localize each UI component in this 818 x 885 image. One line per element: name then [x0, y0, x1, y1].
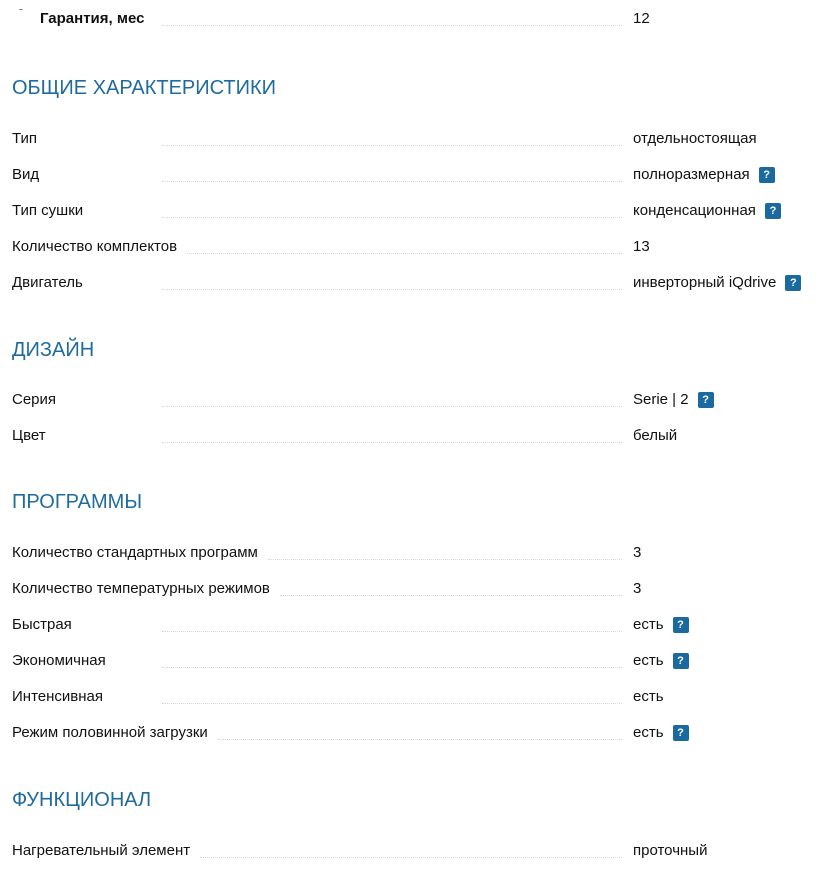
leader-dots [162, 442, 622, 443]
spec-label: Интенсивная [12, 688, 109, 706]
help-icon[interactable]: ? [673, 653, 689, 669]
spec-value: конденсационная ? [633, 202, 781, 220]
leader-dots [268, 559, 622, 560]
spec-label: Количество комплектов [12, 238, 183, 256]
spec-value: белый [633, 427, 678, 444]
section-title: ДИЗАЙН [12, 339, 95, 361]
spec-value: есть ? [633, 652, 689, 670]
leader-dots [162, 289, 622, 290]
leader-dots [162, 145, 622, 146]
spec-row [12, 270, 810, 296]
spec-value: 3 [633, 580, 642, 597]
spec-label: Нагревательный элемент [12, 842, 196, 860]
spec-row [12, 648, 810, 674]
spec-row [12, 198, 810, 224]
spec-row [12, 838, 810, 864]
spec-label: Двигатель [12, 274, 89, 292]
help-icon[interactable]: ? [673, 725, 689, 741]
spec-row [12, 162, 810, 188]
leader-dots [162, 181, 622, 182]
leader-dots [280, 595, 622, 596]
spec-value: проточный [633, 842, 708, 859]
help-icon[interactable]: ? [765, 203, 781, 219]
spec-label: Количество температурных режимов [12, 580, 276, 598]
leader-dots [218, 739, 622, 740]
leader-dots [162, 25, 622, 26]
section-title: ПРОГРАММЫ [12, 491, 143, 513]
spec-value: инверторный iQdrive ? [633, 274, 801, 292]
spec-value: есть ? [633, 724, 689, 742]
spec-label: Цвет [12, 427, 52, 445]
spec-value: 3 [633, 544, 642, 561]
spec-row [12, 720, 810, 746]
leader-dots [200, 857, 622, 858]
spec-label: Количество стандартных программ [12, 544, 264, 562]
spec-value: 13 [633, 238, 650, 255]
section-title: ФУНКЦИОНАЛ [12, 789, 152, 811]
spec-label: Тип сушки [12, 202, 89, 220]
spec-row [12, 540, 810, 566]
spec-row [12, 126, 810, 152]
leader-dots [162, 667, 622, 668]
leader-dots [162, 406, 622, 407]
spec-row [12, 234, 810, 260]
leader-dots [162, 631, 622, 632]
spec-label: Серия [12, 391, 62, 409]
spec-value: отдельностоящая [633, 130, 757, 147]
help-icon[interactable]: ? [673, 617, 689, 633]
help-icon[interactable]: ? [785, 275, 801, 291]
spec-row [12, 612, 810, 638]
spec-value: полноразмерная ? [633, 166, 775, 184]
spec-value: есть ? [633, 616, 689, 634]
warranty-label: Гарантия, мес [12, 10, 150, 28]
leader-dots [162, 703, 622, 704]
help-icon[interactable]: ? [759, 167, 775, 183]
spec-label: Экономичная [12, 652, 112, 670]
spec-label: Быстрая [12, 616, 78, 634]
help-icon[interactable]: ? [698, 392, 714, 408]
spec-row [12, 423, 810, 449]
section-title: ОБЩИЕ ХАРАКТЕРИСТИКИ [12, 77, 277, 99]
spec-row [12, 684, 810, 710]
spec-row [12, 387, 810, 413]
leader-dots [162, 217, 622, 218]
spec-value: Serie | 2 ? [633, 391, 714, 409]
spec-label: Вид [12, 166, 45, 184]
leader-dots [187, 253, 622, 254]
spec-value: есть [633, 688, 664, 705]
spec-label: Режим половинной загрузки [12, 724, 214, 742]
spec-row [12, 576, 810, 602]
warranty-row [12, 6, 810, 32]
warranty-value: 12 [633, 10, 650, 27]
spec-label: Тип [12, 130, 43, 148]
